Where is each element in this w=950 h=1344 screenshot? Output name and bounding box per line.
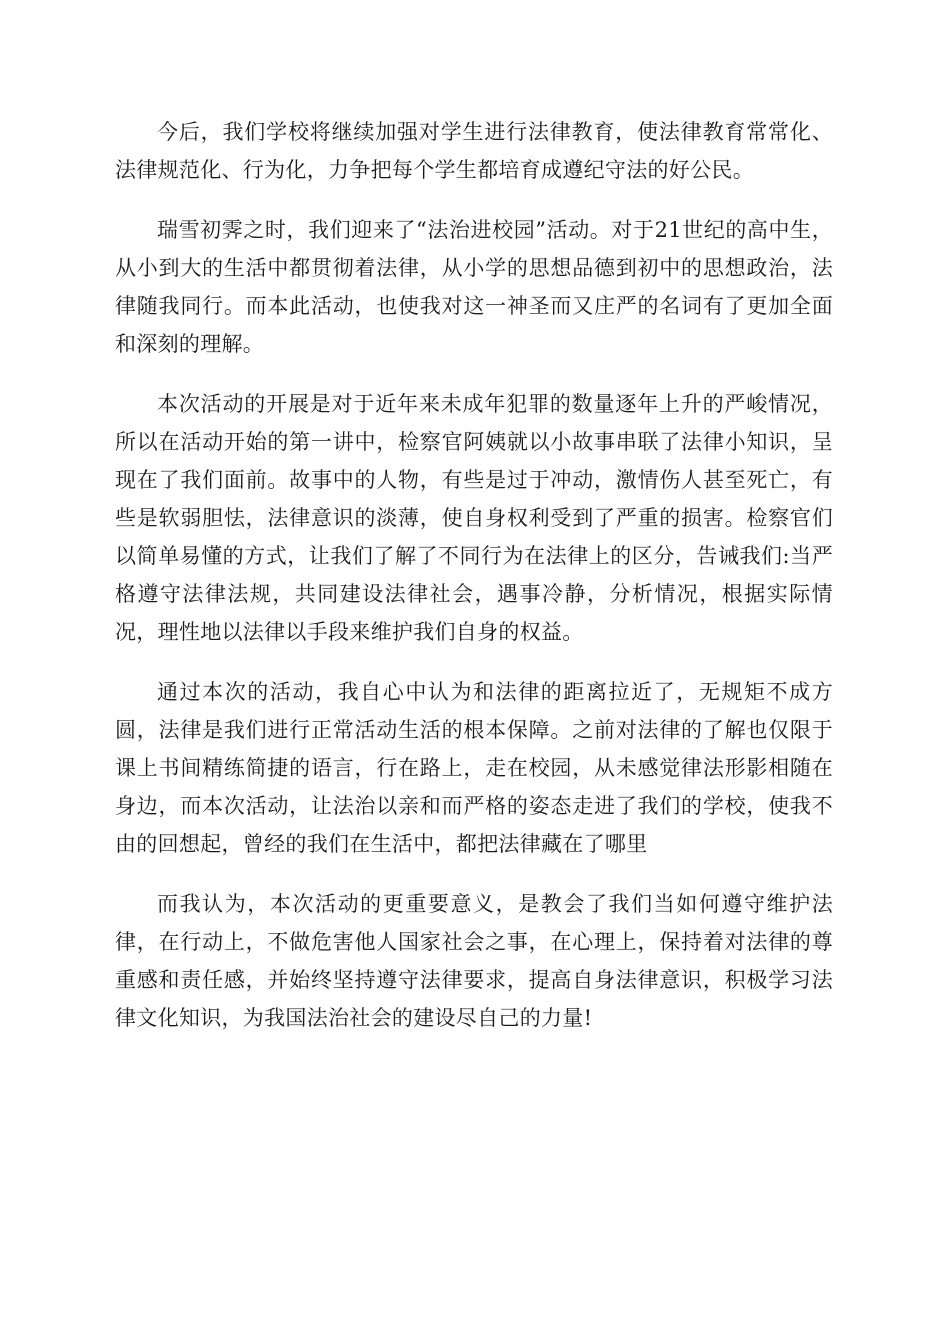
document-body (115, 113, 833, 1059)
paragraph-3: 本次活动的开展是对于近年来未成年犯罪的数量逐年上升的严峻情况，所以在活动开始的第一讲中，检察官阿姨就以小故事串联了法律小知识，呈现在了我们面前。故事中的人物，有些是过于冲动，激情伤人甚至死亡，有些是软弱胆怯，法律意识的淡薄，使自身权利受到了严重的损害。检察官们以简单易懂的方式，让我们了解了不同行为在法律上的区分，告诫我们:当严格遵守法律法规，共同建设法律社会，遇事冷静，分析情况，根据实际情况，理性地以法律以手段来维护我们自身的权益。 (115, 392, 833, 644)
paragraph-5: 而我认为，本次活动的更重要意义，是教会了我们当如何遵守维护法律，在行动上，不做危害他人国家社会之事，在心理上，保持着对法律的尊重感和责任感，并始终坚持遵守法律要求，提高自身法律意识，积极学习法律文化知识，为我国法治社会的建设尽自己的力量! (115, 892, 833, 1030)
paragraph-4: 通过本次的活动，我自心中认为和法律的距离拉近了，无规矩不成方圆，法律是我们进行正常活动生活的根本保障。之前对法律的了解也仅限于课上书间精练简捷的语言，行在路上，走在校园，从未感觉律法形影相随在身边，而本次活动，让法治以亲和而严格的姿态走进了我们的学校，使我不由的回想起，曾经的我们在生活中，都把法律藏在了哪里 (115, 680, 833, 856)
paragraph-2: 瑞雪初霁之时，我们迎来了“法治进校园”活动。对于21世纪的高中生，从小到大的生活中都贯彻着法律，从小学的思想品德到初中的思想政治，法律随我同行。而本此活动，也使我对这一神圣而又庄严的名词有了更加全面和深刻的理解。 (115, 218, 833, 356)
paragraph-1: 今后，我们学校将继续加强对学生进行法律教育，使法律教育常常化、法律规范化、行为化，力争把每个学生都培育成遵纪守法的好公民。 (115, 120, 833, 182)
